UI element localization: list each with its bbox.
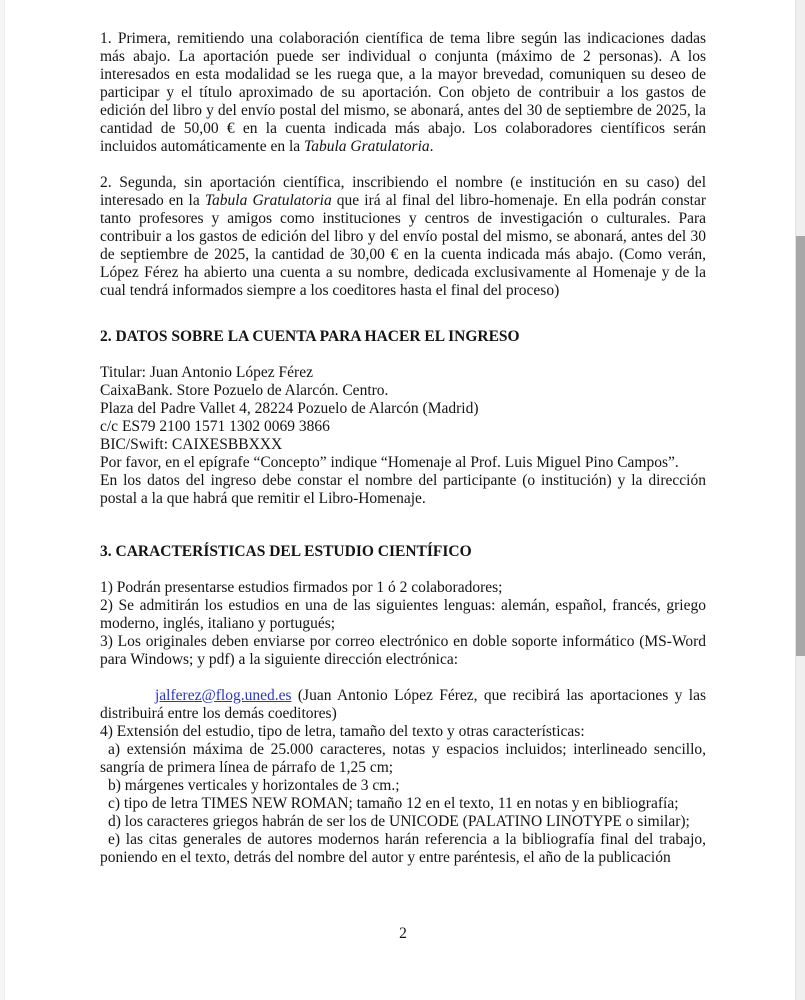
italic-tabula-gratulatoria: Tabula Gratulatoria [204, 192, 332, 209]
paragraph-option-1 [100, 30, 706, 156]
list-item-3: 3) Los originales deben enviarse por correo electrónico en doble soporte informático (MS-Word para Windows; y pdf) a la siguiente dirección electrónica: [100, 633, 706, 668]
list-item-4b: b) márgenes verticales y horizontales de 3 cm.; [108, 777, 400, 794]
email-paragraph [100, 687, 706, 723]
list-item-4a: a) extensión máxima de 25.000 caracteres, notas y espacios incluidos; interlineado sencillo, sangría de primera línea de párrafo de 1,25 cm; [100, 741, 706, 776]
payment-details-note: En los datos del ingreso debe constar el nombre del participante (o institución) y la dirección postal a la que habrá que remitir el Libro-Homenaje. [100, 472, 706, 507]
list-item-4d: d) los caracteres griegos habrán de ser los de UNICODE (PALATINO LINOTYPE o similar); [108, 813, 690, 830]
paragraph-text: (Juan Antonio López Férez, que recibirá las aportaciones y las distribuirá entre los demás coeditores) [100, 687, 706, 722]
list-item-4e: e) las citas generales de autores modernos harán referencia a la bibliografía final del trabajo, poniendo en el texto, detrás del nombre del autor y entre paréntesis, el año de la publicación [100, 831, 706, 866]
italic-tabula-gratulatoria: Tabula Gratulatoria [304, 138, 430, 155]
paragraph-text: . [429, 138, 434, 155]
list-item-1: 1) Podrán presentarse estudios firmados por 1 ó 2 colaboradores; [100, 579, 503, 596]
bank-bic-swift: BIC/Swift: CAIXESBBXXX [100, 436, 283, 453]
page-number: 2 [399, 925, 407, 942]
section-3-heading: 3. CARACTERÍSTICAS DEL ESTUDIO CIENTÍFICO [100, 543, 472, 560]
paragraph-text: 2. Segunda, sin aportación científica, inscribiendo el nombre (e institución en su caso) del interesado en la [100, 174, 706, 209]
bank-name: CaixaBank. Store Pozuelo de Alarcón. Centro. [100, 382, 389, 399]
list-item-4: 4) Extensión del estudio, tipo de letra, tamaño del texto y otras características: [100, 723, 585, 740]
bank-address: Plaza del Padre Vallet 4, 28224 Pozuelo de Alarcón (Madrid) [100, 400, 479, 417]
vertical-scrollbar[interactable] [795, 0, 805, 1000]
payment-concept-note: Por favor, en el epígrafe “Concepto” indique “Homenaje al Prof. Luis Miguel Pino Campos”. [100, 454, 679, 471]
scrollbar-thumb[interactable] [796, 236, 805, 656]
section-2-heading: 2. DATOS SOBRE LA CUENTA PARA HACER EL INGRESO [100, 328, 520, 345]
paragraph-option-2 [100, 174, 706, 300]
paragraph-text: 1. Primera, remitiendo una colaboración científica de tema libre según las indicaciones dadas más abajo. La aportación puede ser individual o conjunta (máximo de 2 personas). A los interesados en esta modalidad se les ruega que, a la mayor brevedad, comuniquen su deseo de participar y el título aproximado de su aportación. Con objeto de contribuir a los gastos de edición del libro y del envío postal del mismo, se abonará, antes del 30 de septiembre de 2025, la cantidad de 50,00 € en la cuenta indicada más abajo. Los colaboradores científicos serán incluidos automáticamente en la [100, 30, 706, 155]
document-page [100, 30, 706, 867]
bank-account-holder: Titular: Juan Antonio López Férez [100, 364, 313, 381]
bank-iban: c/c ES79 2100 1571 1302 0069 3866 [100, 418, 330, 435]
page-left-edge [0, 0, 5, 1000]
email-link[interactable]: jalferez@flog.uned.es [155, 687, 292, 704]
paragraph-text: que irá al final del libro-homenaje. En ella podrán constar tanto profesores y amigos como instituciones y centros de investigación o culturales. Para contribuir a los gastos de edición del libro y del envío postal del mismo, se abonará, antes del 30 de septiembre de 2025, la cantidad de 30,00 € en la cuenta indicada más abajo. (Como verán, López Férez ha abierto una cuenta a su nombre, dedicada exclusivamente al Homenaje y de la cual tendrá informados siempre a los coeditores hasta el final del proceso) [100, 192, 706, 299]
list-item-2: 2) Se admitirán los estudios en una de las siguientes lenguas: alemán, español, francés, griego moderno, inglés, italiano y portugués; [100, 597, 706, 632]
list-item-4c: c) tipo de letra TIMES NEW ROMAN; tamaño 12 en el texto, 11 en notas y en bibliografía; [108, 795, 679, 812]
